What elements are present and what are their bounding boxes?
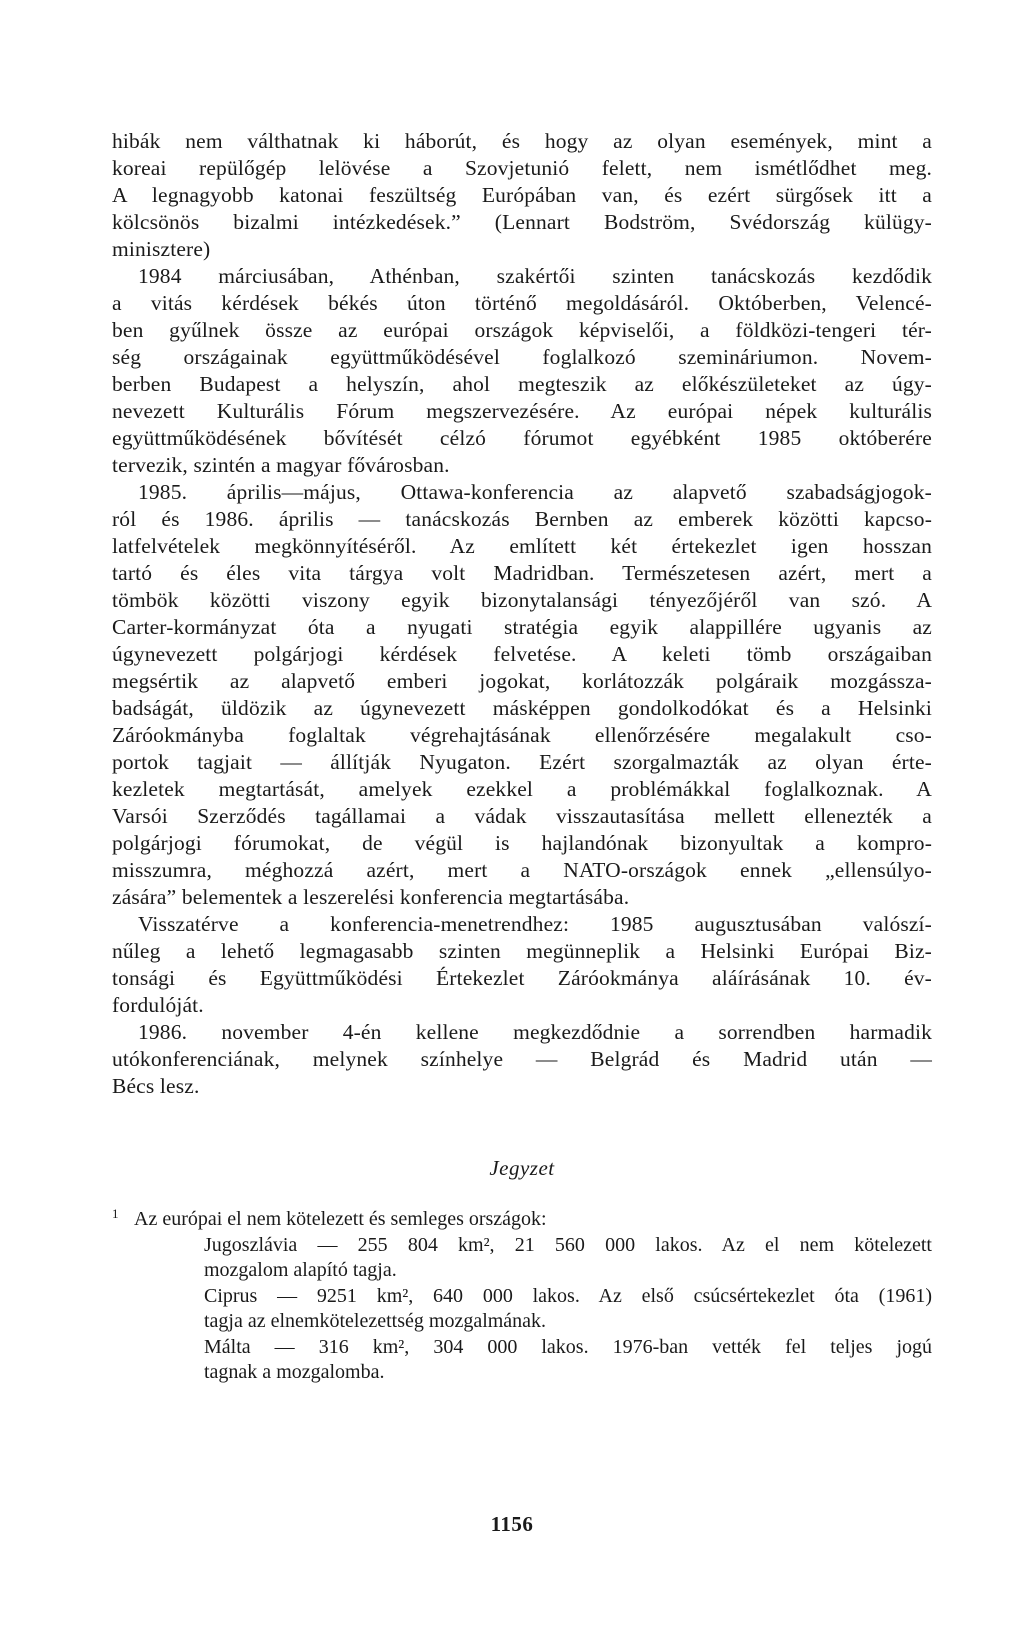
text-line: ról és 1986. április — tanácskozás Bernben az emberek közötti kapcso- — [112, 507, 932, 531]
text-line: Carter-kormányzat óta a nyugati stratégia egyik alappillére ugyanis az — [112, 615, 932, 639]
text-line: együttműködésének bővítését célzó fórumot egyébként 1985 októberére — [112, 426, 932, 450]
text-line: latfelvételek megkönnyítéséről. Az említett két értekezlet igen hosszan — [112, 534, 932, 558]
footnote-line: tagja az elnemkötelezettség mozgalmának. — [204, 1310, 547, 1332]
text-line: tömbök közötti viszony egyik bizonytalansági tényezőjéről van szó. A — [112, 588, 932, 612]
text-line: miniszterе) — [112, 237, 211, 261]
footnote-line: tagnak a mozgalomba. — [204, 1361, 385, 1383]
text-line: portok tagjait — állítják Nyugaton. Ezért szorgalmazták az olyan érte- — [112, 750, 932, 774]
text-line: hibák nem válthatnak ki háborút, és hogy az olyan események, mint a — [112, 129, 932, 153]
footnote-line: Ciprus — 9251 km², 640 000 lakos. Az első csúcsértekezlet óta (1961) — [204, 1284, 932, 1307]
text-line: tonsági és Együttműködési Értekezlet Záróokmánya aláírásának 10. év- — [112, 966, 932, 990]
text-line: misszumra, méghozzá azért, mert a NATO-országok ennek „ellensúlyo- — [112, 858, 932, 882]
notes-heading: Jegyzet — [489, 1156, 555, 1180]
text-line: úgynevezett polgárjogi kérdések felvetése. A keleti tömb országaiban — [112, 642, 932, 666]
text-line: 1984 márciusában, Athénban, szakértői szinten tanácskozás kezdődik — [138, 264, 932, 288]
text-line: ség országainak együttműködésével foglalkozó szemináriumon. Novem- — [112, 345, 932, 369]
footnote-line: Málta — 316 km², 304 000 lakos. 1976-ban vették fel teljes jogú — [204, 1335, 932, 1358]
text-line: 1986. november 4-én kellene megkezdődnie a sorrendben harmadik — [138, 1020, 932, 1044]
footnote-marker: 1 — [112, 1206, 119, 1221]
text-line: berben Budapest a helyszín, ahol megteszik az előkészületeket az úgy- — [112, 372, 932, 396]
text-line: nevezett Kulturális Fórum megszervezésére. Az európai népek kulturális — [112, 399, 932, 423]
text-line: fordulóját. — [112, 993, 204, 1017]
footnote-line: mozgalom alapító tagja. — [204, 1259, 397, 1281]
document-page — [112, 128, 932, 1386]
text-line: megsértik az alapvető emberi jogokat, korlátozzák polgáraik mozgássza- — [112, 669, 932, 693]
text-line: nűleg a lehető legmagasabb szinten megünneplik a Helsinki Európai Biz- — [112, 939, 932, 963]
text-line: ben gyűlnek össze az európai országok képviselői, a földközi-tengeri tér- — [112, 318, 932, 342]
text-line: zására” belementek a leszerelési konferencia megtartásába. — [112, 885, 630, 909]
text-line: koreai repülőgép lelövése a Szovjetunió felett, nem ismétlődhet meg. — [112, 156, 932, 180]
body-text — [112, 128, 932, 1100]
text-line: tervezik, szintén a magyar fővárosban. — [112, 453, 450, 477]
text-line: 1985. április—május, Ottawa-konferencia az alapvető szabadságjogok- — [138, 480, 932, 504]
footnote-line — [112, 1207, 932, 1233]
footnotes — [112, 1207, 932, 1386]
footnote-text: Az európai el nem kötelezett és semleges országok: — [134, 1208, 547, 1230]
text-line: kezletek megtartását, amelyek ezekkel a problémákkal foglalkoznak. A — [112, 777, 932, 801]
text-line: Bécs lesz. — [112, 1074, 200, 1098]
text-line: utókonferenciának, melynek színhelye — Belgrád és Madrid után — — [112, 1047, 932, 1071]
text-line: Záróokmányba foglaltak végrehajtásának ellenőrzésére megalakult cso- — [112, 723, 932, 747]
text-line: a vitás kérdések békés úton történő megoldásáról. Októberben, Velencé- — [112, 291, 932, 315]
text-line: polgárjogi fórumokat, de végül is hajlandónak bizonyultak a kompro- — [112, 831, 932, 855]
text-line: A legnagyobb katonai feszültség Európában van, és ezért sürgősek itt a — [112, 183, 932, 207]
text-line: tartó és éles vita tárgya volt Madridban. Természetesen azért, mert a — [112, 561, 932, 585]
text-line: badságát, üldözik az úgynevezett másképpen gondolkodókat és a Helsinki — [112, 696, 932, 720]
footnote-line: Jugoszlávia — 255 804 km², 21 560 000 lakos. Az el nem kötelezett — [204, 1233, 932, 1256]
text-line: Visszatérve a konferencia-menetrendhez: 1985 augusztusában valószí- — [138, 912, 932, 936]
text-line: kölcsönös bizalmi intézkedések.” (Lennart Bodström, Svédország külügy- — [112, 210, 932, 234]
text-line: Varsói Szerződés tagállamai a vádak visszautasítása mellett ellenezték a — [112, 804, 932, 828]
page-number: 1156 — [490, 1512, 534, 1536]
